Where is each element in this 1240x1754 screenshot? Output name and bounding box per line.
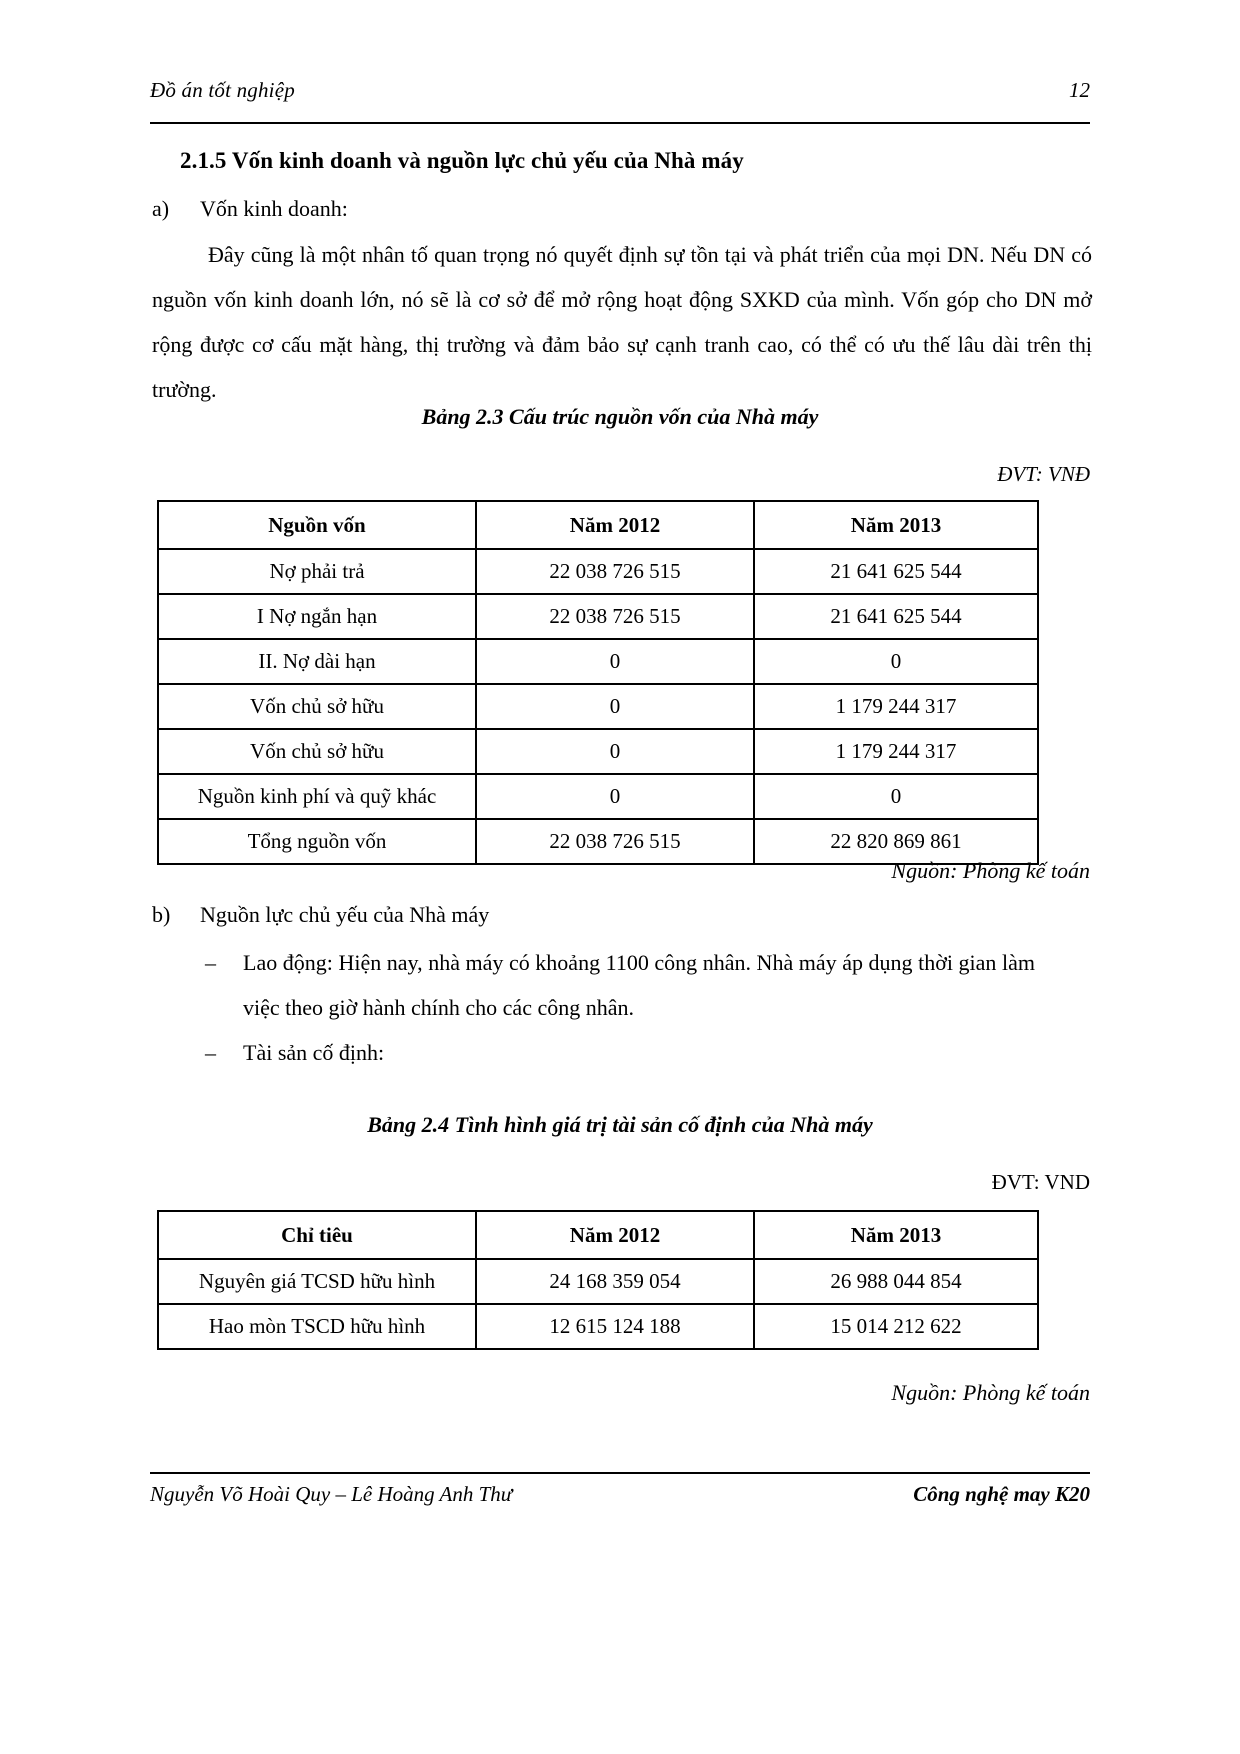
- footer-divider: [150, 1472, 1090, 1474]
- table-row: [158, 1259, 1038, 1304]
- table1-cell-year1: 22 038 726 515: [476, 549, 754, 594]
- table1-cell-year1: 22 038 726 515: [476, 594, 754, 639]
- dash-icon: –: [205, 950, 216, 975]
- dash-icon: –: [205, 1040, 216, 1065]
- table1-cell-label: II. Nợ dài hạn: [158, 639, 476, 684]
- table-header-row: [158, 1211, 1038, 1259]
- footer-authors: Nguyễn Võ Hoài Quy – Lê Hoàng Anh Thư: [150, 1482, 513, 1506]
- table-row: [158, 1304, 1038, 1349]
- table-row: [158, 639, 1038, 684]
- list-item-b-marker: b): [152, 902, 171, 927]
- table2-unit: ĐVT: VND: [991, 1170, 1090, 1194]
- list-item-a-marker: a): [152, 196, 170, 221]
- bullet-lao-dong-text: Lao động: Hiện nay, nhà máy có khoảng 1100 công nhân. Nhà máy áp dụng thời gian làm việc theo giờ hành chính cho các công nhân.: [243, 950, 1035, 1020]
- table1-cell-year1: 0: [476, 639, 754, 684]
- table1-cell-year1: 0: [476, 729, 754, 774]
- table1-cell-year2: 0: [754, 639, 1038, 684]
- list-item-b: [152, 902, 1092, 928]
- table1-cell-year2: 0: [754, 774, 1038, 819]
- page-footer: [150, 1482, 1090, 1507]
- table1-col-header-label: Nguồn vốn: [158, 501, 476, 549]
- header-title: Đồ án tốt nghiệp: [150, 78, 295, 102]
- bullet-lao-dong: [205, 940, 1035, 1030]
- body-paragraph: Đây cũng là một nhân tố quan trọng nó quyết định sự tồn tại và phát triển của mọi DN. Nếu DN có nguồn vốn kinh doanh lớn, nó sẽ là cơ sở để mở rộng hoạt động SXKD của mình. Vốn góp cho DN mở rộng được cơ cấu mặt hàng, thị trường và đảm bảo sự cạnh tranh cao, có thể có ưu thế lâu dài trên thị trường.: [152, 242, 1092, 402]
- section-heading: 2.1.5 Vốn kinh doanh và nguồn lực chủ yếu của Nhà máy: [180, 148, 744, 173]
- table1-cell-year2: 21 641 625 544: [754, 549, 1038, 594]
- table1-cell-label: Tổng nguồn vốn: [158, 819, 476, 864]
- header-divider: [150, 122, 1090, 124]
- table1-cell-year2: 1 179 244 317: [754, 729, 1038, 774]
- table1-cell-year1: 0: [476, 684, 754, 729]
- table-row: [158, 684, 1038, 729]
- table1-cell-label: Vốn chủ sở hữu: [158, 684, 476, 729]
- capital-structure-table: [157, 500, 1039, 865]
- footer-program: Công nghệ may K20: [913, 1482, 1090, 1506]
- table2-col-header-label: Chỉ tiêu: [158, 1211, 476, 1259]
- table2-cell-year2: 15 014 212 622: [754, 1304, 1038, 1349]
- table1-source: Nguồn: Phòng kế toán: [891, 858, 1090, 883]
- table1-cell-label: Vốn chủ sở hữu: [158, 729, 476, 774]
- table1-cell-label: I Nợ ngắn hạn: [158, 594, 476, 639]
- table2-col-header-year2: Năm 2013: [754, 1211, 1038, 1259]
- table-row: [158, 774, 1038, 819]
- table-header-row: [158, 501, 1038, 549]
- list-item-a: [152, 196, 1092, 222]
- table1-cell-year2: 21 641 625 544: [754, 594, 1038, 639]
- table1-caption: Bảng 2.3 Cấu trúc nguồn vốn của Nhà máy: [421, 404, 819, 429]
- table-row: [158, 549, 1038, 594]
- table2-cell-year1: 12 615 124 188: [476, 1304, 754, 1349]
- list-item-b-label: Nguồn lực chủ yếu của Nhà máy: [200, 902, 490, 927]
- table2-source: Nguồn: Phòng kế toán: [891, 1380, 1090, 1405]
- table1-cell-year1: 22 038 726 515: [476, 819, 754, 864]
- table2-cell-label: Nguyên giá TCSD hữu hình: [158, 1259, 476, 1304]
- table2-caption: Bảng 2.4 Tình hình giá trị tài sản cố định của Nhà máy: [367, 1112, 873, 1137]
- table-row: [158, 594, 1038, 639]
- list-item-a-label: Vốn kinh doanh:: [200, 196, 348, 221]
- table-row: [158, 729, 1038, 774]
- fixed-assets-table: [157, 1210, 1039, 1350]
- table2-cell-year2: 26 988 044 854: [754, 1259, 1038, 1304]
- bullet-tai-san-text: Tài sản cố định:: [243, 1040, 385, 1065]
- table1-unit: ĐVT: VNĐ: [997, 462, 1090, 486]
- table2-cell-label: Hao mòn TSCD hữu hình: [158, 1304, 476, 1349]
- table1-col-header-year1: Năm 2012: [476, 501, 754, 549]
- header-page-number: 12: [1069, 78, 1090, 102]
- table1-col-header-year2: Năm 2013: [754, 501, 1038, 549]
- page-header: [150, 78, 1090, 103]
- table1-cell-year2: 22 820 869 861: [754, 819, 1038, 864]
- table2-col-header-year1: Năm 2012: [476, 1211, 754, 1259]
- table1-cell-year2: 1 179 244 317: [754, 684, 1038, 729]
- table1-cell-label: Nợ phải trả: [158, 549, 476, 594]
- table1-cell-year1: 0: [476, 774, 754, 819]
- table1-cell-label: Nguồn kinh phí và quỹ khác: [158, 774, 476, 819]
- table2-cell-year1: 24 168 359 054: [476, 1259, 754, 1304]
- bullet-tai-san: [205, 1030, 1035, 1075]
